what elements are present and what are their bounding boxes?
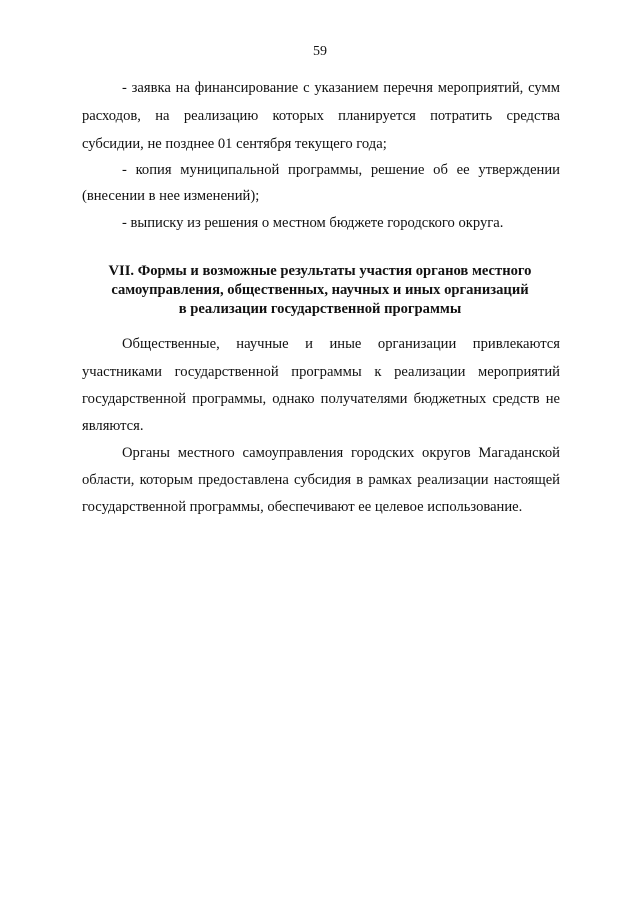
paragraph-line: государственной программы, обеспечивают ее целевое использование. [82,499,523,515]
list-item-line: (внесении в нее изменений); [82,188,260,204]
list-item-line: - заявка на финансирование с указанием перечня мероприятий, сумм [122,80,560,96]
section-heading-line: в реализации государственной программы [178,301,462,317]
paragraph-line: являются. [82,418,144,434]
list-item-line: расходов, на реализацию которых планируется потратить средства [82,108,560,124]
list-item-line: - выписку из решения о местном бюджете городского округа. [122,215,504,231]
requirements-list [0,0,640,240]
paragraph-line: участниками государственной программы к реализации мероприятий [82,364,560,380]
paragraph-line: государственной программы, однако получателями бюджетных средств не [82,391,560,407]
paragraph-line: Органы местного самоуправления городских округов Магаданской [122,445,560,461]
section-heading-line: самоуправления, общественных, научных и иных организаций [111,282,529,298]
section-heading [100,262,540,319]
paragraph-line: области, которым предоставлена субсидия в рамках реализации настоящей [82,472,560,488]
paragraph-line: Общественные, научные и иные организации привлекаются [122,336,560,352]
page-number: 59 [313,44,327,59]
list-item-line: субсидии, не позднее 01 сентября текущего года; [82,136,387,152]
section-heading-line: VII. Формы и возможные результаты участия органов местного [108,263,532,279]
list-item-line: - копия муниципальной программы, решение об ее утверждении [122,162,560,178]
